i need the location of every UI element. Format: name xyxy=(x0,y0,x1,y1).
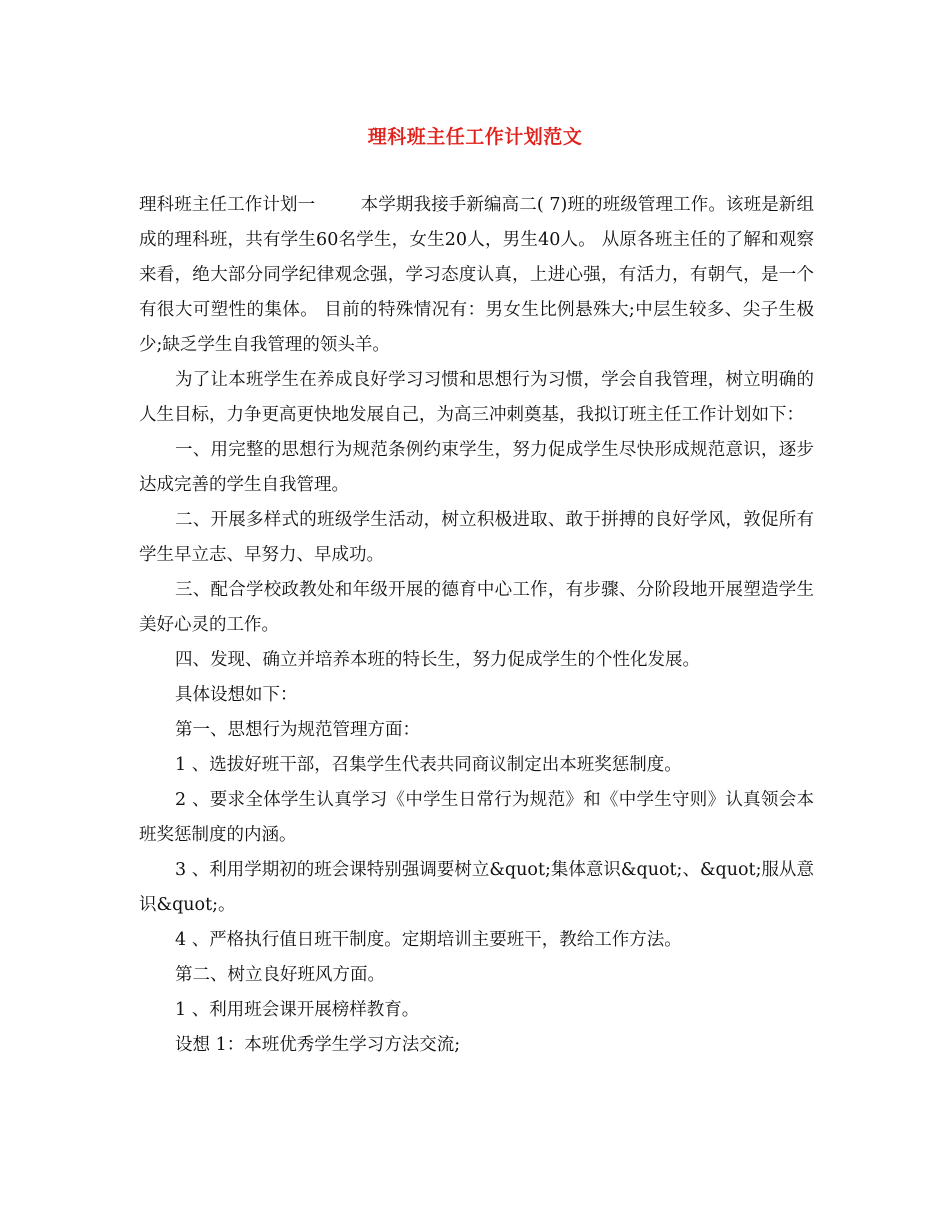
document-body xyxy=(139,188,814,1063)
paragraph: 第二、树立良好班风方面。 xyxy=(175,965,385,985)
document-title: 理科班主任工作计划范文 xyxy=(367,126,583,148)
paragraph: 2 、要求全体学生认真学习《中学生日常行为规范》和《中学生守则》认真领会本班奖惩制度的内涵。 xyxy=(139,790,814,845)
paragraph xyxy=(139,188,814,363)
paragraph: 四、发现、确立并培养本班的特长生，努力促成学生的个性化发展。 xyxy=(175,650,700,670)
paragraph: 三、配合学校政教处和年级开展的德育中心工作，有步骤、分阶段地开展塑造学生美好心灵的工作。 xyxy=(139,580,814,635)
paragraph: 设想 1：本班优秀学生学习方法交流; xyxy=(175,1035,461,1055)
paragraph: 4 、严格执行值日班干制度。定期培训主要班干，教给工作方法。 xyxy=(175,930,682,950)
paragraph: 1 、利用班会课开展榜样教育。 xyxy=(175,1000,420,1020)
paragraph-lead: 理科班主任工作计划一 xyxy=(139,195,316,215)
paragraph: 第一、思想行为规范管理方面： xyxy=(175,720,420,740)
paragraph-text: 本学期我接手新编高二( 7)班的班级管理工作。该班是新组成的理科班，共有学生60名学生，女生20人，男生40人。 从原各班主任的了解和观察来看，绝大部分同学纪律观念强，学习态度认真，上进心强，有活力，有朝气，是一个有很大可塑性的集体。 目前的特殊情况有：男女生比例悬殊大;中层生较多、尖子生极少;缺乏学生自我管理的领头羊。 xyxy=(139,195,815,355)
paragraph: 二、开展多样式的班级学生活动，树立积极进取、敢于拼搏的良好学风，敦促所有学生早立志、早努力、早成功。 xyxy=(139,510,814,565)
paragraph: 为了让本班学生在养成良好学习习惯和思想行为习惯，学会自我管理，树立明确的人生目标，力争更高更快地发展自己，为高三冲刺奠基，我拟订班主任工作计划如下： xyxy=(139,370,814,425)
paragraph: 具体设想如下： xyxy=(175,685,298,705)
paragraph: 3 、利用学期初的班会课特别强调要树立&quot;集体意识&quot;、&quot;服从意识&quot;。 xyxy=(139,860,814,915)
paragraph: 1 、选拔好班干部，召集学生代表共同商议制定出本班奖惩制度。 xyxy=(175,755,682,775)
paragraph: 一、用完整的思想行为规范条例约束学生，努力促成学生尽快形成规范意识，逐步达成完善的学生自我管理。 xyxy=(139,440,814,495)
